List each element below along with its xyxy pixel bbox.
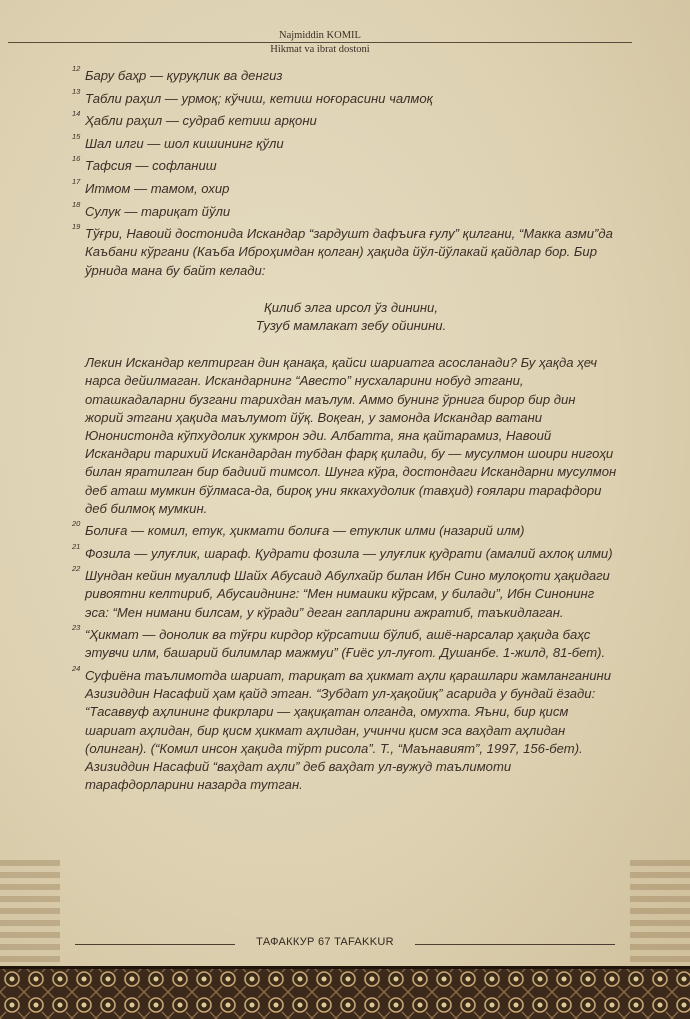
footnote-number: 15 — [72, 131, 81, 141]
footer-rule-left — [75, 944, 235, 945]
verse-line: Тузуб мамлакат зебу ойинини. — [255, 317, 447, 333]
footnotes-body — [72, 64, 617, 799]
footnote-number: 22 — [72, 564, 81, 574]
footnote-number: 18 — [72, 199, 81, 209]
footnote-text: Сулук — тариқат йўли — [85, 203, 231, 219]
verse-couplet — [72, 299, 617, 335]
footnote-text: Табли раҳил — урмоқ; кўчиш, кетиш ноғорасини чалмоқ — [85, 90, 433, 106]
footnote-text: Бару баҳр — қуруқлик ва денгиз — [85, 68, 283, 83]
footnote-number: 23 — [72, 623, 81, 633]
footer-folio: ТАФАККУР 67 TAFAKKUR — [256, 936, 394, 948]
footnote-number: 17 — [72, 176, 81, 186]
verse-line: Қилиб элга ирсол ўз динини, — [264, 299, 438, 315]
header-book-title: Hikmat va ibrat dostoni — [270, 44, 370, 55]
footnote-13 — [72, 86, 617, 108]
footnote-text: “Ҳикмат — донолик ва тўғри кирдор кўрсатиш бўлиб, ашё-нарсалар ҳақида баҳс этувчи илм, башарий билимлар мажмуи” (Ғиёс ул-луғот. Душанбе. 1-жилд, 81-бет). — [85, 627, 606, 661]
footnote-18 — [72, 199, 617, 221]
header-rule — [8, 42, 632, 43]
footnote-number: 24 — [72, 663, 81, 673]
footnote-number: 21 — [72, 541, 81, 551]
footnote-20 — [72, 519, 617, 540]
footnote-19 — [72, 222, 617, 280]
footnote-text: Тафсия — софланиш — [85, 158, 217, 174]
ornamental-border — [0, 966, 690, 1019]
footnote-15 — [72, 131, 617, 153]
footnote-14 — [72, 109, 617, 130]
footnote-number: 12 — [72, 64, 81, 73]
header-author: Najmiddin KOMIL — [279, 30, 361, 41]
footnote-23 — [72, 623, 617, 662]
footnote-text: Болиға — комил, етук, ҳикмати болиға — етуклик илми (назарий илм) — [85, 523, 525, 538]
footnote-number: 13 — [72, 86, 81, 96]
page-footer — [0, 930, 690, 970]
footnote-21 — [72, 541, 617, 563]
footnote-continuation: Лекин Искандар келтирган дин қанақа, қайси шариатга асосланади? Бу ҳақда ҳеч нарса дейилмаган. Искандарнинг “Авесто” нусхаларини нобуд этгани, оташкадаларни бузгани тарихдан маълум. Аммо бунинг ўрнига бирор бир дин жорий этгани ҳақида маълумот йўқ. Воқеан, у замонда Искандар ватани Юнонистонда кўпхудолик ҳукмрон эди. Албатта, яна қайтарамиз, Навоий Искандари тарихий Искандардан тубдан фарқ қилади, бу — мусулмон шоири нигоҳи билан яратилган бир бадиий тимсол. Шунга кўра, достондаги Искандарни мусулмон деб аташ мумкин бўлмаса-да, бироқ уни яккахудолик (тавҳид) ғоялари тарафдори деб билмоқ мумкин. — [85, 355, 617, 516]
footnote-text: Шал илги — шол кишининг қўли — [85, 135, 284, 151]
footnote-12 — [72, 64, 617, 85]
footnote-text: Ҳабли раҳил — судраб кетиш арқони — [85, 113, 317, 129]
footnote-16 — [72, 154, 617, 175]
footnote-number: 14 — [72, 109, 81, 119]
footnote-number: 16 — [72, 154, 81, 164]
footnote-text: Шундан кейин муаллиф Шайх Абусаид Абулхайр билан Ибн Сино мулоқоти ҳақидаги ривоятни келтириб, Абусаиднинг: “Мен нимаики кўрсам, у билади”, Ибн Синонинг эса: “Мен нимани билсам, у кўради” деган гапларини ажратиб, таъкидлаган. — [85, 568, 610, 620]
footnote-24 — [72, 663, 617, 794]
footnote-number: 20 — [72, 519, 81, 528]
footnote-text: Фозила — улуғлик, шараф. Қудрати фозила — улуғлик қудрати (амалий ахлоқ илми) — [85, 545, 613, 561]
footnote-number: 19 — [72, 222, 81, 232]
footnote-text: Суфиёна таълимотда шариат, тариқат ва ҳикмат аҳли қарашлари жамланганини Азизиддин Насафий ҳам қайд этган. “Зубдат ул-ҳақойиқ” асарида у бундай ёзади: “Тасаввуф аҳлининг фикрлари — ҳақиқатан олганда, омухта. Яъни, бир қисм шариат аҳлидан, бир қисм ҳикмат аҳлидан, учинчи қисм эса ваҳдат аҳлидан (олинган). (“Комил инсон ҳақида тўрт рисола”. Т., “Маънавият”, 1997, 156-бет). Азизиддин Насафий “ваҳдат аҳли” деб ваҳдат ул-вужуд таълимоти тарафдорларини назарда тутган. — [85, 667, 612, 793]
footer-rule-right — [415, 944, 615, 945]
footnote-text: Тўғри, Навоий достонида Искандар “зардушт дафъиға ғулу” қилгани, “Макка азми”да Каъбани кўргани (Каъба Иброҳимдан қолган) ҳақида йўл-йўлакай қайдлар бор. Бир ўрнида мана бу байт келади: — [85, 226, 613, 278]
ornament-pattern-icon — [0, 966, 690, 1019]
footnote-22 — [72, 564, 617, 622]
footnote-17 — [72, 176, 617, 198]
running-header — [0, 0, 690, 60]
footnote-text: Итмом — тамом, охир — [85, 180, 230, 196]
